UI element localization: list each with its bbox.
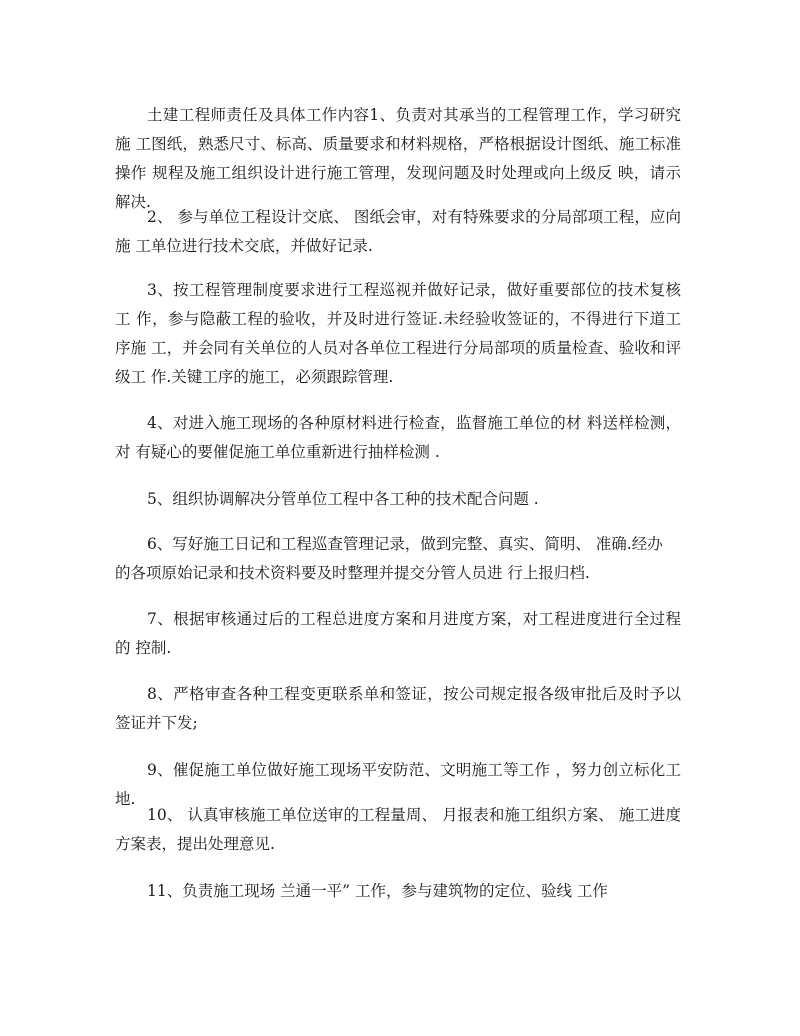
- paragraph-item-6: 6、写好施工日记和工程巡查管理记录，做到完整、真实、简明、 准确.经办: [147, 535, 663, 553]
- paragraph-item-9: 9、催促施工单位做好施工现场平安防范、文明施工等工作 ，努力创立标化工 地.: [115, 761, 681, 808]
- paragraph-item-5: 5、组织协调解决分管单位工程中各工种的技术配合问题 .: [147, 490, 539, 508]
- paragraph-item-10: 10、 认真审核施工单位送审的工程量周、 月报表和施工组织方案、 施工进度 方案表，提出处理意见.: [115, 806, 681, 853]
- paragraph-intro-item-1: 土建工程师责任及具体工作内容1、负责对其承当的工程管理工作，学习研究施 工图纸，熟悉尺寸、标高、质量要求和材料规格，严格根据设计图纸、施工标准操作 规程及施工组织设计进行施工管理，发现问题及时处理或向上级反 映，请示解决.: [115, 106, 681, 211]
- paragraph-item-8: 8、严格审查各种工程变更联系单和签证，按公司规定报各级审批后及时予以 签证并下发;: [115, 685, 681, 732]
- paragraph-item-4: 4、对进入施工现场的各种原材料进行检查，监督施工单位的材 料送样检测，对 有疑心的要催促施工单位重新进行抽样检测 .: [115, 414, 681, 461]
- paragraph-item-3: 3、按工程管理制度要求进行工程巡视并做好记录，做好重要部位的技术复核工 作，参与隐蔽工程的验收，并及时进行签证.未经验收签证的，不得进行下道工序施 工，并会同有关单位的人员对各单位工程进行分局部项的质量检查、验收和评级工 作.关键工序的施工，必须跟踪管理.: [115, 281, 681, 386]
- paragraph-item-11: 11、负责施工现场 兰通一平” 工作，参与建筑物的定位、验线 工作: [147, 882, 608, 900]
- paragraph-item-6-continued: 的各项原始记录和技术资料要及时整理并提交分管人员进 行上报归档.: [115, 564, 590, 582]
- paragraph-item-7: 7、根据审核通过后的工程总进度方案和月进度方案，对工程进度进行全过程的 控制.: [115, 610, 681, 657]
- paragraph-item-2: 2、 参与单位工程设计交底、 图纸会审，对有特殊要求的分局部项工程，应向施 工单位进行技术交底，并做好记录.: [115, 208, 681, 255]
